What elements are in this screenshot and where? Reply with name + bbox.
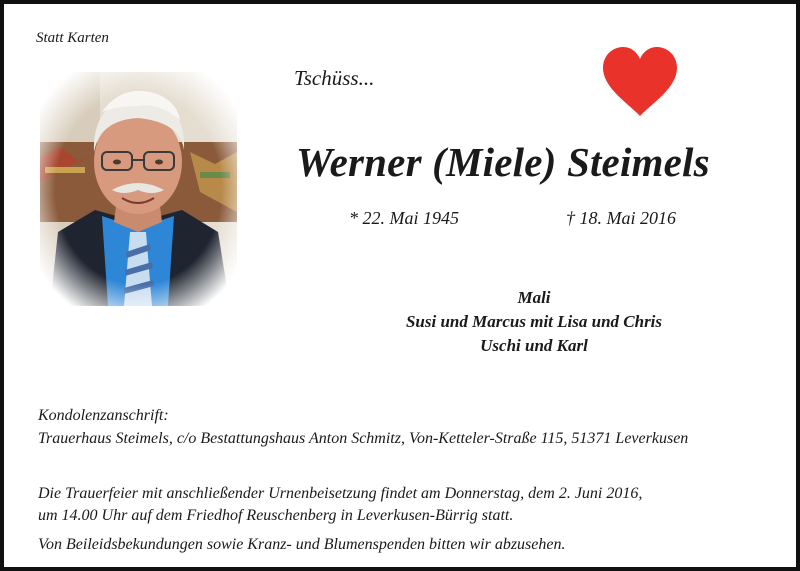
family-line: Uschi und Karl <box>480 336 588 355</box>
funeral-line: Die Trauerfeier mit anschließender Urnenbeisetzung findet am Donnerstag, dem 2. Juni 2016, <box>38 485 643 502</box>
deceased-name: Werner (Miele) Steimels <box>296 139 710 185</box>
funeral-info <box>38 483 642 527</box>
family-list <box>334 286 734 358</box>
family-line: Mali <box>517 288 551 307</box>
statt-karten-label: Statt Karten <box>36 30 109 46</box>
heart-icon <box>601 46 679 118</box>
greeting: Tschüss... <box>294 66 375 90</box>
birth-date: * 22. Mai 1945 <box>349 208 459 228</box>
funeral-line: um 14.00 Uhr auf dem Friedhof Reuschenberg in Leverkusen-Bürrig statt. <box>38 507 514 524</box>
death-date: † 18. Mai 2016 <box>566 208 676 228</box>
portrait-photo <box>40 72 237 306</box>
donation-note: Von Beileidsbekundungen sowie Kranz- und Blumenspenden bitten wir abzusehen. <box>38 536 566 553</box>
family-line: Susi und Marcus mit Lisa und Chris <box>405 312 663 331</box>
condolence-address: Trauerhaus Steimels, c/o Bestattungshaus Anton Schmitz, Von-Ketteler-Straße 115, 51371 Leverkusen <box>38 430 689 447</box>
condolence-label: Kondolenzanschrift: <box>38 407 169 424</box>
